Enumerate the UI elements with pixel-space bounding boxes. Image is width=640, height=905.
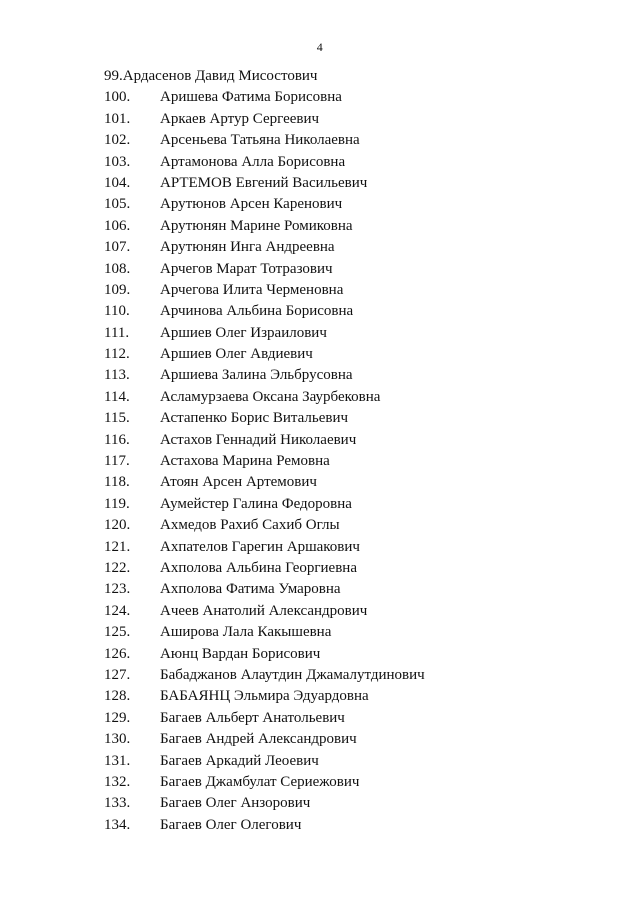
list-item xyxy=(104,173,544,194)
list-item-number: 128. xyxy=(104,688,131,705)
list-item xyxy=(104,301,544,322)
list-item-name: Артамонова Алла Борисовна xyxy=(160,153,346,170)
list-item-name: Аршиев Олег Израилович xyxy=(160,324,327,341)
list-item xyxy=(104,686,544,707)
list-item-number: 105. xyxy=(104,196,131,213)
list-item xyxy=(104,387,544,408)
list-item-number: 104. xyxy=(104,174,131,191)
list-item-number: 126. xyxy=(104,645,131,662)
list-item xyxy=(104,665,544,686)
list-item-number: 119. xyxy=(104,495,130,512)
list-item-name: Арчегова Илита Черменовна xyxy=(160,281,344,298)
list-item-name: Ахполова Фатима Умаровна xyxy=(160,581,341,598)
list-item xyxy=(104,558,544,579)
list-item xyxy=(104,515,544,536)
list-item-name: Багаев Альберт Анатольевич xyxy=(160,709,345,726)
list-item-number: 134. xyxy=(104,816,131,833)
list-item-number: 120. xyxy=(104,517,131,534)
list-item-number: 113. xyxy=(104,367,130,384)
list-item-number: 129. xyxy=(104,709,131,726)
list-item xyxy=(104,216,544,237)
list-item xyxy=(104,729,544,750)
list-item xyxy=(104,344,544,365)
list-item-name: Аюнц Вардан Борисович xyxy=(160,645,321,662)
list-item-number: 124. xyxy=(104,602,131,619)
list-item-name: Аширова Лала Какышевна xyxy=(160,624,332,641)
list-item-name: АРТЕМОВ Евгений Васильевич xyxy=(160,174,368,191)
list-item xyxy=(104,323,544,344)
list-item-number: 127. xyxy=(104,666,131,683)
list-item xyxy=(104,537,544,558)
list-item-name: Арчегов Марат Тотразович xyxy=(160,260,333,277)
list-item-number: 103. xyxy=(104,153,131,170)
list-item-number: 100. xyxy=(104,89,131,106)
list-item-name: Багаев Джамбулат Сериежович xyxy=(160,773,360,790)
list-item xyxy=(104,130,544,151)
list-item-number: 121. xyxy=(104,538,131,555)
list-item xyxy=(104,109,544,130)
list-item-number: 109. xyxy=(104,281,131,298)
list-item-name: Астапенко Борис Витальевич xyxy=(160,410,349,427)
list-item-name: Бабаджанов Алаутдин Джамалутдинович xyxy=(160,666,425,683)
list-item-number: 123. xyxy=(104,581,131,598)
list-item-name: Арсеньева Татьяна Николаевна xyxy=(160,132,360,149)
list-item-number: 133. xyxy=(104,795,131,812)
list-item xyxy=(104,87,544,108)
list-item-name: Астахов Геннадий Николаевич xyxy=(160,431,357,448)
list-item xyxy=(104,259,544,280)
list-item xyxy=(104,430,544,451)
list-item xyxy=(104,408,544,429)
list-item-name: Аришева Фатима Борисовна xyxy=(160,89,342,106)
list-item-number: 118. xyxy=(104,474,130,491)
list-item-number: 107. xyxy=(104,239,131,256)
name-list xyxy=(104,66,544,836)
list-item xyxy=(104,152,544,173)
list-item xyxy=(104,237,544,258)
list-item-name: Ахмедов Рахиб Сахиб Оглы xyxy=(160,517,340,534)
list-item xyxy=(104,622,544,643)
list-item xyxy=(104,472,544,493)
list-item-number: 130. xyxy=(104,731,131,748)
list-item-name: Атоян Арсен Артемович xyxy=(160,474,317,491)
list-item-number: 114. xyxy=(104,388,130,405)
list-item-name: Аркаев Артур Сергеевич xyxy=(160,110,320,127)
list-item xyxy=(104,365,544,386)
list-item-name: Ахполова Альбина Георгиевна xyxy=(160,559,357,576)
list-entries xyxy=(104,87,544,836)
list-item xyxy=(104,708,544,729)
list-item-name: Асламурзаева Оксана Заурбековна xyxy=(160,388,381,405)
list-item xyxy=(104,194,544,215)
list-item-name: Аршиева Залина Эльбрусовна xyxy=(160,367,353,384)
list-item-number: 115. xyxy=(104,410,130,427)
list-item-name: БАБАЯНЦ Эльмира Эдуардовна xyxy=(160,688,369,705)
list-item xyxy=(104,451,544,472)
list-item-number: 106. xyxy=(104,217,131,234)
list-item-number: 112. xyxy=(104,346,130,363)
list-item-number: 131. xyxy=(104,752,131,769)
list-item xyxy=(104,793,544,814)
list-item xyxy=(104,579,544,600)
page-number: 4 xyxy=(316,40,324,54)
list-item-number: 116. xyxy=(104,431,130,448)
list-item-number: 102. xyxy=(104,132,131,149)
list-item-number: 101. xyxy=(104,110,131,127)
list-item-name: Багаев Андрей Александрович xyxy=(160,731,357,748)
list-item-number: 125. xyxy=(104,624,131,641)
list-item-number: 132. xyxy=(104,773,131,790)
list-item-number: 117. xyxy=(104,453,130,470)
list-item-name: Арутюнян Инга Андреевна xyxy=(160,239,335,256)
list-item-name: Арчинова Альбина Борисовна xyxy=(160,303,354,320)
list-item-number: 122. xyxy=(104,559,131,576)
list-item-name: Ахпателов Гарегин Аршакович xyxy=(160,538,360,555)
list-item-name: Багаев Олег Олегович xyxy=(160,816,302,833)
list-item xyxy=(104,494,544,515)
list-item-number: 108. xyxy=(104,260,131,277)
list-item-name: Арутюнов Арсен Каренович xyxy=(160,196,343,213)
list-item-name: Аумейстер Галина Федоровна xyxy=(160,495,352,512)
list-item-name: Астахова Марина Ремовна xyxy=(160,453,330,470)
list-item-name: Багаев Аркадий Леоевич xyxy=(160,752,319,769)
list-item xyxy=(104,815,544,836)
list-item xyxy=(104,772,544,793)
list-item xyxy=(104,644,544,665)
list-item-name: Багаев Олег Анзорович xyxy=(160,795,311,812)
list-item-name: Арутюнян Марине Ромиковна xyxy=(160,217,353,234)
list-item xyxy=(104,601,544,622)
list-item xyxy=(104,280,544,301)
list-item-name: Ачеев Анатолий Александрович xyxy=(160,602,368,619)
list-item-first: 99.Ардасенов Давид Мисостович xyxy=(104,68,318,84)
list-item-number: 110. xyxy=(104,303,130,320)
list-item-name: Аршиев Олег Авдиевич xyxy=(160,346,313,363)
list-item xyxy=(104,751,544,772)
list-item-number: 111. xyxy=(104,324,130,341)
